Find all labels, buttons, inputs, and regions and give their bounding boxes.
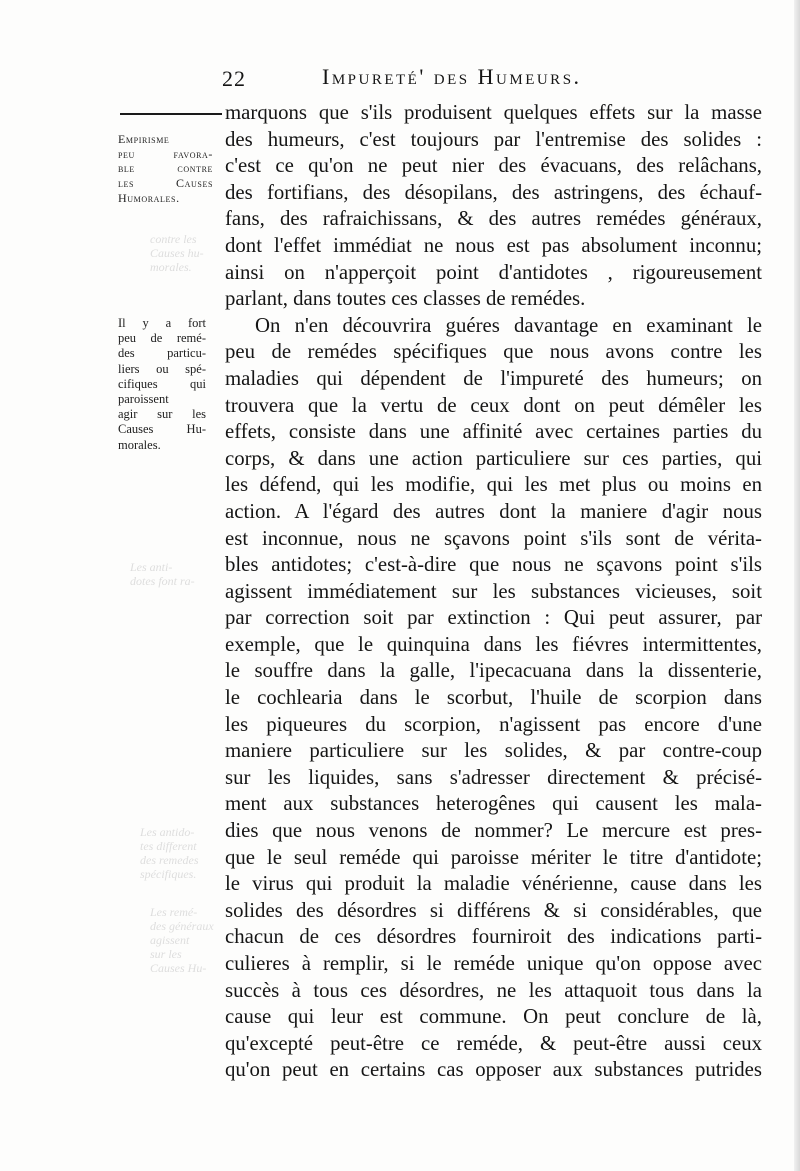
body-line: agissent immédiatement sur les substances vicieuses, soit — [225, 579, 762, 603]
body-line: des humeurs, c'est toujours par l'entremise des solides : — [225, 127, 762, 151]
margin-note-empirisme — [118, 132, 213, 206]
bleed-through-text: Les antido- tes different des remedes spécifiques. — [140, 825, 199, 881]
body-line: maniere particuliere sur les solides, & par contre-coup — [225, 739, 762, 763]
margin-note-line: Il y a fort — [118, 316, 206, 330]
bleed-through-text: contre les Causes hu- morales. — [150, 232, 204, 274]
margin-note-line: Empirisme — [118, 132, 170, 146]
body-line: que le seul reméde qui paroisse mériter le titre d'antidote; — [225, 845, 762, 869]
body-line: le cochlearia dans le scorbut, l'huile de scorpion dans — [225, 686, 762, 710]
body-line: des fortifians, des désopilans, des astringens, des échauf- — [225, 180, 762, 204]
body-line: ment aux substances heterogênes qui causent les mala- — [225, 792, 762, 816]
running-head — [222, 64, 652, 94]
margin-note-line: liers ou spé- — [118, 361, 206, 376]
section-rule — [120, 113, 222, 115]
body-line: cause qui leur est commune. On peut conclure de là, — [225, 1005, 762, 1029]
margin-note-line: peu favora- — [118, 146, 213, 161]
body-line: chacun de ces désordres fourniroit des indications parti- — [225, 925, 762, 949]
margin-note-line: Humorales. — [118, 190, 180, 205]
margin-note-remedes — [118, 316, 206, 453]
margin-note-line: agir sur les — [118, 407, 206, 422]
body-text — [225, 100, 762, 1084]
margin-note-line: ble contre — [118, 161, 213, 176]
body-line: dont l'effet immédiat ne nous est pas absolument inconnu; — [225, 233, 762, 257]
body-line: bles antidotes; c'est-à-dire que nous ne sçavons point s'ils — [225, 553, 762, 577]
margin-note-line: Causes Hu- — [118, 422, 206, 437]
body-line: succès à tous ces désordres, ne les attaquoit tous dans la — [225, 978, 762, 1002]
body-line: culieres à remplir, si le reméde unique qu'on oppose avec — [225, 952, 762, 975]
body-line: le virus qui produit la maladie vénérienne, cause dans les — [225, 872, 762, 896]
margin-note-line: cifiques qui — [118, 376, 206, 391]
body-line: le souffre dans la galle, l'ipecacuana dans la dissenterie, — [225, 659, 762, 683]
body-line: corps, & dans une action particuliere sur ces parties, qui — [225, 446, 762, 470]
body-line: dies que nous venons de nommer? Le mercure est pres- — [225, 819, 762, 843]
body-line: On n'en découvrira guéres davantage en examinant le — [255, 313, 762, 337]
body-line: fans, des rafraichissans, & des autres remédes généraux, — [225, 207, 762, 231]
body-line: les piqueures du scorpion, n'agissent pas encore d'une — [225, 712, 762, 736]
body-line: trouvera que la vertu de ceux dont on peut démêler les — [225, 393, 762, 417]
page-edge — [794, 0, 800, 1171]
body-line: qu'on peut en certains cas opposer aux substances putrides — [225, 1058, 762, 1082]
body-line: c'est ce qu'on ne peut nier des évacuans, des relâchans, — [225, 154, 762, 178]
margin-note-line: des particu- — [118, 346, 206, 361]
margin-note-line: morales. — [118, 437, 161, 452]
body-line: les défend, qui les modifie, qui les met plus ou moins en — [225, 473, 762, 497]
body-line: parlant, dans toutes ces classes de remédes. — [225, 287, 586, 311]
body-line: solides des désordres si différens & si considérables, que — [225, 898, 762, 922]
bleed-through-text: Les remé- des généraux agissent sur les Causes Hu- — [150, 905, 214, 975]
body-line: peu de remédes spécifiques que nous avons contre les — [225, 340, 762, 364]
bleed-through-text: Les anti- dotes font ra- — [130, 560, 195, 588]
body-line: qu'excepté peut-être ce reméde, & peut-être aussi ceux — [225, 1031, 762, 1055]
body-line: est inconnue, nous ne sçavons point s'ils sont de vérita- — [225, 526, 762, 550]
margin-note-line: paroissent — [118, 392, 169, 407]
page-number: 22 — [222, 66, 246, 91]
body-line: action. A l'égard des autres dont la maniere d'agir nous — [225, 499, 762, 523]
body-line: sur les liquides, sans s'adresser directement & précisé- — [225, 765, 762, 789]
body-line: exemple, que le quinquina dans les fiévres intermittentes, — [225, 632, 762, 656]
body-line: marquons que s'ils produisent quelques effets sur la masse — [225, 101, 762, 124]
body-line: maladies qui dépendent de l'impureté des humeurs; on — [225, 366, 762, 390]
body-line: par correction soit par extinction : Qui peut assurer, par — [225, 606, 762, 630]
body-line: ainsi on n'apperçoit point d'antidotes , rigoureusement — [225, 260, 762, 284]
running-title: Impureté' des Humeurs. — [322, 64, 582, 89]
body-line: effets, consiste dans une affinité avec certaines parties du — [225, 420, 762, 444]
margin-note-line: les Causes — [118, 176, 213, 191]
margin-note-line: peu de remé- — [118, 331, 206, 346]
